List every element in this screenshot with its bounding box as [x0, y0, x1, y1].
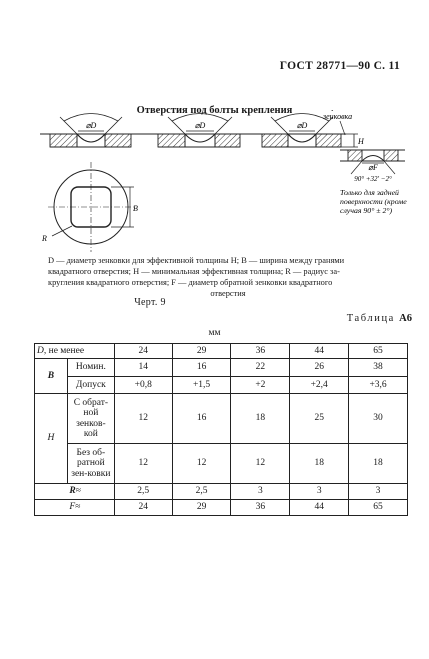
- table-cell: 18: [231, 394, 290, 444]
- table-cell: +2,4: [290, 377, 349, 394]
- table-label-id: А6: [399, 313, 412, 324]
- table-cell: 3: [290, 484, 349, 500]
- svg-text:Обратная: [322, 110, 358, 111]
- sublabel-nominal: Номин.: [67, 359, 114, 377]
- legend-line-4: отверстия: [210, 289, 246, 298]
- table-cell: 16: [172, 394, 231, 444]
- table-cell: 12: [172, 444, 231, 484]
- row-label-b: B: [35, 359, 68, 394]
- back-angle-label: 90° +32′ −2°: [354, 175, 392, 183]
- table-cell: 12: [231, 444, 290, 484]
- note-line-2: поверхности (кроме: [340, 197, 407, 206]
- table-cell: 36: [231, 500, 290, 516]
- table-cell: 24: [114, 500, 172, 516]
- legend-line-1: D — диаметр зенковки для эффективной толщины H; B — ширина между гранями: [48, 256, 345, 265]
- table-cell: 14: [114, 359, 172, 377]
- row-label-h: H: [35, 394, 68, 484]
- sublabel-tolerance: Допуск: [67, 377, 114, 394]
- b-label: B: [133, 204, 138, 213]
- technical-drawing: [40, 110, 410, 258]
- table-cell: 16: [172, 359, 231, 377]
- plan-view: [41, 162, 138, 252]
- table-row-b-tolerance: [35, 377, 408, 394]
- table-cell: 12: [114, 394, 172, 444]
- table-cell: +0,8: [114, 377, 172, 394]
- diameter-f-label: ⌀F: [368, 163, 378, 172]
- table-label-word: Таблица: [346, 313, 395, 324]
- table-units: мм: [208, 328, 221, 338]
- note-line-1: Только для задней: [340, 188, 399, 197]
- table-cell: 65: [349, 500, 408, 516]
- table-row-r: [35, 484, 408, 500]
- table-cell: 24: [114, 344, 172, 359]
- table-cell: 44: [290, 500, 349, 516]
- table-label: [0, 313, 412, 324]
- table-cell: 30: [349, 394, 408, 444]
- sublabel-without-countersink: Без об-ратной зен-ковки: [67, 444, 114, 484]
- row-label-r: R≈: [67, 484, 114, 500]
- reverse-countersink-detail: [322, 110, 407, 215]
- table-cell: 3: [231, 484, 290, 500]
- figure-title: Отверстия под болты крепления: [136, 105, 293, 116]
- table-cell: 2,5: [114, 484, 172, 500]
- table-row-b-nominal: [35, 359, 408, 377]
- diameter-label-3: ⌀D: [296, 121, 308, 130]
- table-cell: 26: [290, 359, 349, 377]
- table-cell: 2,5: [172, 484, 231, 500]
- sublabel-with-countersink: С обрат-ной зенков-кой: [67, 394, 114, 444]
- svg-text:зенковка: зенковка: [323, 112, 353, 121]
- table-cell: 44: [290, 344, 349, 359]
- table-cell: 3: [349, 484, 408, 500]
- table-cell: 36: [231, 344, 290, 359]
- diameter-label-1: ⌀D: [85, 121, 97, 130]
- note-line-3: случая 90° ± 2°): [340, 206, 393, 215]
- section-plate-3: [247, 134, 346, 147]
- table-cell: +1,5: [172, 377, 231, 394]
- h-label: H: [358, 137, 364, 146]
- table-cell: 65: [349, 344, 408, 359]
- table-cell: 18: [290, 444, 349, 484]
- dimensions-table: [34, 343, 408, 516]
- table-cell: 25: [290, 394, 349, 444]
- diameter-label-2: ⌀D: [194, 121, 206, 130]
- legend-line-2: квадратного отверстия; H — минимальная эффективная толщина; R — радиус за-: [48, 267, 340, 276]
- table-cell: +2: [231, 377, 290, 394]
- row-label-d: D, не менее: [35, 344, 115, 359]
- figure-legend: [48, 255, 408, 299]
- table-cell: 18: [349, 444, 408, 484]
- r-label: R: [42, 234, 47, 243]
- table-cell: 38: [349, 359, 408, 377]
- row-label-f: F≈: [67, 500, 114, 516]
- page-header: ГОСТ 28771—90 С. 11: [279, 60, 400, 72]
- table-row-f: [35, 500, 408, 516]
- table-cell: 29: [172, 344, 231, 359]
- table-row-h-without: [35, 444, 408, 484]
- table-cell: 12: [114, 444, 172, 484]
- section-plate-2: [138, 134, 247, 147]
- section-plate-1: [40, 132, 138, 147]
- figure-caption: Черт. 9: [134, 297, 166, 308]
- table-cell: 29: [172, 500, 231, 516]
- table-row-d: [35, 344, 408, 359]
- table-row-h-with: [35, 394, 408, 444]
- table-cell: 22: [231, 359, 290, 377]
- table-cell: +3,6: [349, 377, 408, 394]
- legend-line-3: кругления квадратного отверстия; F — диаметр обратной зенковки квадратного: [48, 278, 333, 287]
